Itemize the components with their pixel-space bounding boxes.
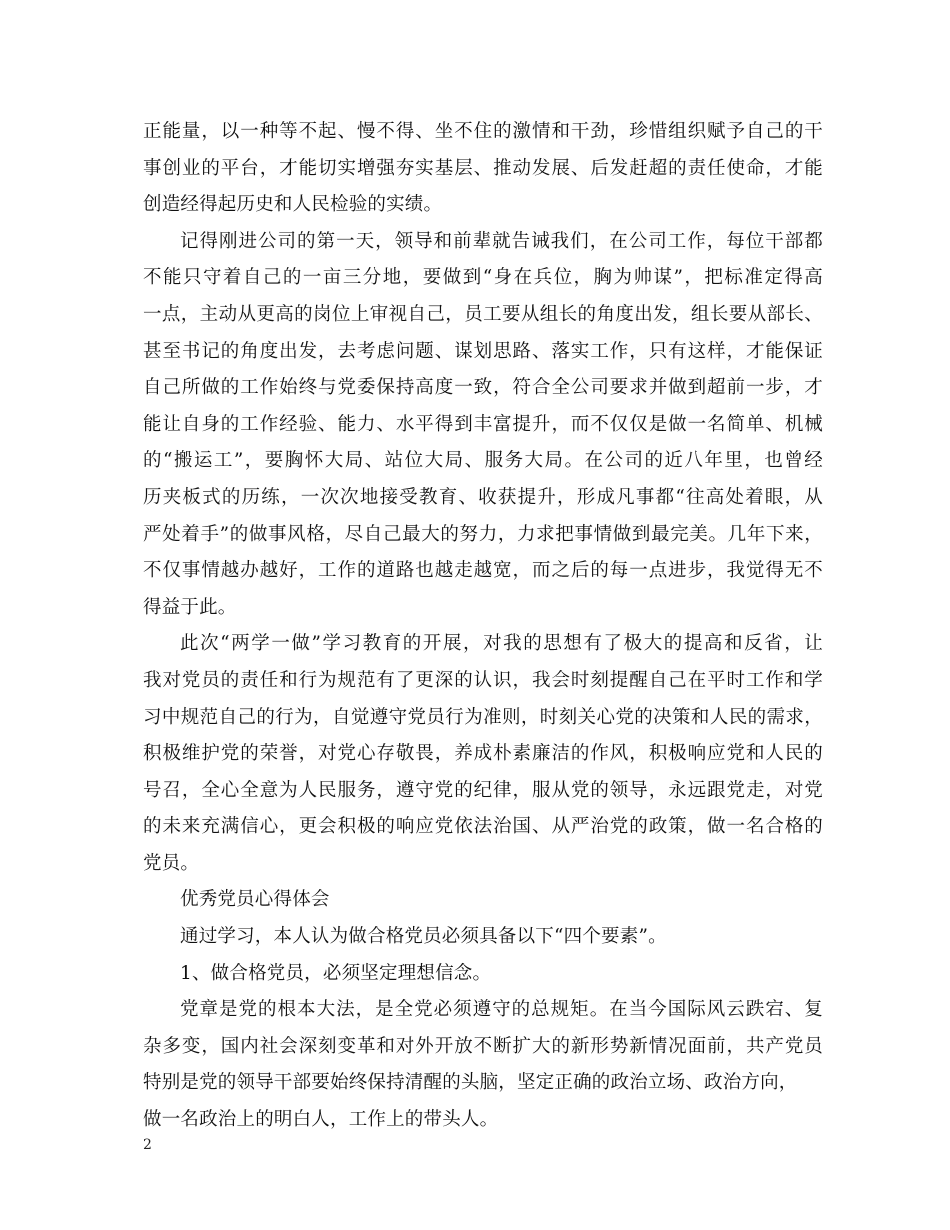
text-line: 党章是党的根本大法，是全党必须遵守的总规矩。在当今国际风云跌宕、复 xyxy=(180,999,823,1021)
text-line: 一点，主动从更高的岗位上审视自己，员工要从组长的角度出发，组长要从部长、 xyxy=(143,303,823,325)
text-line: 得益于此。 xyxy=(143,596,237,618)
text-line: 特别是党的领导干部要始终保持清醒的头脑，坚定正确的政治立场、政治方向， xyxy=(143,1072,798,1094)
text-line: 通过学习，本人认为做合格党员必须具备以下“四个要素”。 xyxy=(180,926,667,948)
text-line: 习中规范自己的行为，自觉遵守党员行为准则，时刻关心党的决策和人民的需求， xyxy=(143,706,823,728)
text-line: 积极维护党的荣誉，对党心存敬畏，养成朴素廉洁的作风，积极响应党和人民的 xyxy=(143,743,823,765)
text-line: 自己所做的工作始终与党委保持高度一致，符合全公司要求并做到超前一步，才 xyxy=(143,377,823,399)
document-body xyxy=(143,114,823,1139)
text-line: 的“搬运工”，要胸怀大局、站位大局、服务大局。在公司的近八年里，也曾经 xyxy=(143,450,823,472)
text-line: 的未来充满信心，更会积极的响应党依法治国、从严治党的政策，做一名合格的 xyxy=(143,816,823,838)
text-line: 事创业的平台，才能切实增强夯实基层、推动发展、后发赶超的责任使命，才能 xyxy=(143,157,823,179)
text-line: 不仅事情越办越好，工作的道路也越走越宽，而之后的每一点进步，我觉得无不 xyxy=(143,560,823,582)
text-line: 杂多变，国内社会深刻变革和对外开放不断扩大的新形势新情况面前，共产党员 xyxy=(143,1035,823,1057)
text-line: 能让自身的工作经验、能力、水平得到丰富提升，而不仅仅是做一名简单、机械 xyxy=(143,413,823,435)
text-line: 号召，全心全意为人民服务，遵守党的纪律，服从党的领导，永远跟党走，对党 xyxy=(143,779,823,801)
text-line: 党员。 xyxy=(143,852,200,874)
text-line: 不能只守着自己的一亩三分地，要做到“身在兵位，胸为帅谋”，把标准定得高 xyxy=(143,267,823,289)
text-line: 我对党员的责任和行为规范有了更深的认识，我会时刻提醒自己在平时工作和学 xyxy=(143,669,823,691)
text-line: 严处着手”的做事风格，尽自己最大的努力，力求把事情做到最完美。几年下来， xyxy=(143,523,823,545)
text-line: 甚至书记的角度出发，去考虑问题、谋划思路、落实工作，只有这样，才能保证 xyxy=(143,340,823,362)
text-line: 创造经得起历史和人民检验的实绩。 xyxy=(143,194,443,216)
text-line: 正能量，以一种等不起、慢不得、坐不住的激情和干劲，珍惜组织赋予自己的干 xyxy=(143,121,823,142)
section-heading: 优秀党员心得体会 xyxy=(180,889,330,911)
page-number: 2 xyxy=(143,1137,152,1153)
text-line: 此次“两学一做”学习教育的开展，对我的思想有了极大的提高和反省，让 xyxy=(180,633,823,655)
text-line: 记得刚进公司的第一天，领导和前辈就告诫我们，在公司工作，每位干部都 xyxy=(180,230,823,252)
text-line: 1、做合格党员，必须坚定理想信念。 xyxy=(180,962,492,984)
text-line: 历夹板式的历练，一次次地接受教育、收获提升，形成凡事都“往高处着眼，从 xyxy=(143,486,823,508)
text-line: 做一名政治上的明白人，工作上的带头人。 xyxy=(143,1109,499,1131)
